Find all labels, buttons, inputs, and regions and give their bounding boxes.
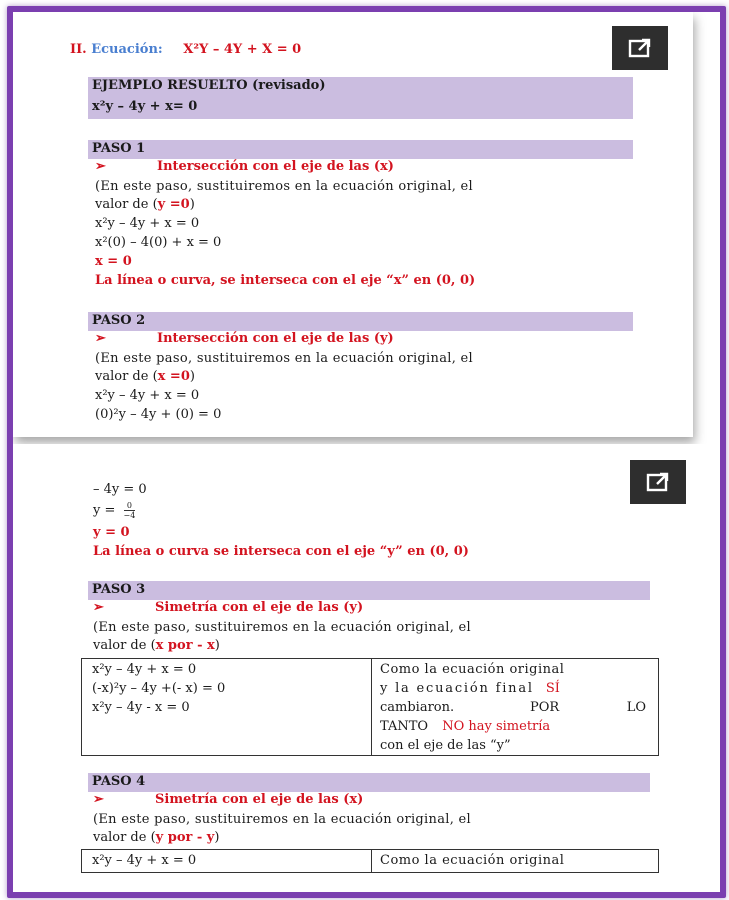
table-cell-left-2: (-x)²y – 4y +(- x) = 0 bbox=[92, 681, 226, 696]
table-right-4b: NO hay simetría bbox=[442, 719, 551, 734]
table-right-2-red: SÍ bbox=[545, 681, 560, 696]
example-equation: x²y – 4y + x= 0 bbox=[92, 99, 198, 114]
paso3-desc-line2 bbox=[93, 637, 220, 655]
example-bar bbox=[88, 77, 633, 119]
paso1-desc-prefix: valor de ( bbox=[95, 197, 158, 212]
table-cell-left-1: x²y – 4y + x = 0 bbox=[92, 853, 197, 868]
table-right-4a: TANTO bbox=[380, 719, 429, 734]
paso3-title: PASO 3 bbox=[92, 582, 146, 597]
paso2-eq1: x²y – 4y + x = 0 bbox=[95, 388, 200, 403]
paso2-eq4 bbox=[93, 501, 135, 520]
paso3-desc-suffix: ) bbox=[214, 638, 220, 653]
fraction-numerator: 0 bbox=[124, 501, 136, 511]
paso4-bar bbox=[88, 773, 650, 792]
paso2-desc-line1: (En este paso, sustituiremos en la ecuación original, el bbox=[95, 351, 474, 366]
paso2-eq2: (0)²y – 4y + (0) = 0 bbox=[95, 407, 222, 422]
paso4-title: PASO 4 bbox=[92, 774, 146, 789]
table-right-3a: cambiaron. bbox=[380, 700, 455, 715]
section-number: II. bbox=[70, 42, 87, 57]
paso4-desc-suffix: ) bbox=[214, 830, 220, 845]
paso2-result: y = 0 bbox=[93, 525, 130, 540]
table-divider bbox=[371, 850, 372, 872]
paso4-heading-row bbox=[93, 791, 363, 809]
table-divider bbox=[371, 659, 372, 755]
table-cell-right-3 bbox=[380, 699, 646, 717]
section-header bbox=[70, 41, 301, 59]
document-panel-top bbox=[13, 12, 693, 437]
paso2-eq4-prefix: y = bbox=[93, 503, 116, 518]
table-cell-right-1: Como la ecuación original bbox=[380, 662, 565, 677]
paso4-desc-line2 bbox=[93, 829, 219, 847]
paso3-heading: Simetría con el eje de las (y) bbox=[155, 600, 364, 615]
paso2-desc-prefix: valor de ( bbox=[95, 369, 158, 384]
paso2-heading: Intersección con el eje de las (y) bbox=[157, 331, 394, 346]
fraction-denominator: −4 bbox=[123, 511, 136, 520]
table-right-3b: POR bbox=[530, 700, 560, 715]
paso4-heading: Simetría con el eje de las (x) bbox=[155, 792, 364, 807]
paso1-conclusion: La línea o curva, se interseca con el eje “x” en (0, 0) bbox=[95, 273, 476, 288]
table-right-3c: LO bbox=[626, 700, 646, 715]
paso2-conclusion: La línea o curva se interseca con el eje “y” en (0, 0) bbox=[93, 544, 469, 559]
paso2-heading-row bbox=[95, 330, 394, 348]
paso4-desc-line1: (En este paso, sustituiremos en la ecuación original, el bbox=[93, 812, 472, 827]
paso2-eq3: – 4y = 0 bbox=[93, 482, 147, 497]
paso3-table bbox=[81, 658, 659, 756]
paso3-desc-prefix: valor de ( bbox=[93, 638, 156, 653]
table-cell-left-3: x²y – 4y - x = 0 bbox=[92, 700, 190, 715]
paso1-desc-line1: (En este paso, sustituiremos en la ecuación original, el bbox=[95, 179, 474, 194]
bullet-arrow-icon: ➢ bbox=[95, 159, 106, 174]
table-cell-right-1: Como la ecuación original bbox=[380, 853, 565, 868]
open-external-button[interactable] bbox=[612, 26, 668, 70]
paso1-result: x = 0 bbox=[95, 254, 132, 269]
paso1-title: PASO 1 bbox=[92, 141, 146, 156]
paso1-heading-row bbox=[95, 158, 394, 176]
paso1-heading: Intersección con el eje de las (x) bbox=[157, 159, 394, 174]
paso3-desc-line1: (En este paso, sustituiremos en la ecuación original, el bbox=[93, 620, 472, 635]
table-cell-right-5: con el eje de las “y” bbox=[380, 738, 511, 753]
paso2-title: PASO 2 bbox=[92, 313, 146, 328]
fraction bbox=[124, 501, 136, 520]
document-panel-bottom bbox=[13, 444, 713, 894]
paso2-bar bbox=[88, 312, 633, 331]
bullet-arrow-icon: ➢ bbox=[93, 792, 104, 807]
paso4-desc-prefix: valor de ( bbox=[93, 830, 156, 845]
paso3-bar bbox=[88, 581, 650, 600]
paso4-table bbox=[81, 849, 659, 873]
bullet-arrow-icon: ➢ bbox=[93, 600, 104, 615]
paso1-desc-line2 bbox=[95, 196, 195, 214]
paso3-desc-value: x por - x bbox=[155, 638, 215, 653]
example-title: EJEMPLO RESUELTO (revisado) bbox=[92, 78, 326, 93]
document-frame bbox=[7, 6, 726, 898]
paso1-eq1: x²y – 4y + x = 0 bbox=[95, 216, 200, 231]
bullet-arrow-icon: ➢ bbox=[95, 331, 106, 346]
section-equation: X²Y – 4Y + X = 0 bbox=[183, 42, 302, 57]
paso1-desc-suffix: ) bbox=[189, 197, 195, 212]
paso2-desc-suffix: ) bbox=[189, 369, 195, 384]
paso3-heading-row bbox=[93, 599, 363, 617]
paso2-desc-value: x =0 bbox=[157, 369, 190, 384]
open-external-icon bbox=[645, 471, 671, 493]
paso2-desc-line2 bbox=[95, 368, 195, 386]
paso4-desc-value: y por - y bbox=[155, 830, 215, 845]
paso1-desc-value: y =0 bbox=[157, 197, 190, 212]
paso1-eq2: x²(0) – 4(0) + x = 0 bbox=[95, 235, 222, 250]
paso1-bar bbox=[88, 140, 633, 159]
open-external-icon bbox=[627, 37, 653, 59]
table-cell-right-4 bbox=[380, 718, 550, 736]
section-label: Ecuación: bbox=[91, 42, 163, 57]
table-cell-left-1: x²y – 4y + x = 0 bbox=[92, 662, 197, 677]
table-cell-right-2 bbox=[380, 680, 560, 698]
table-right-2-text: y la ecuación final bbox=[380, 681, 534, 696]
open-external-button[interactable] bbox=[630, 460, 686, 504]
